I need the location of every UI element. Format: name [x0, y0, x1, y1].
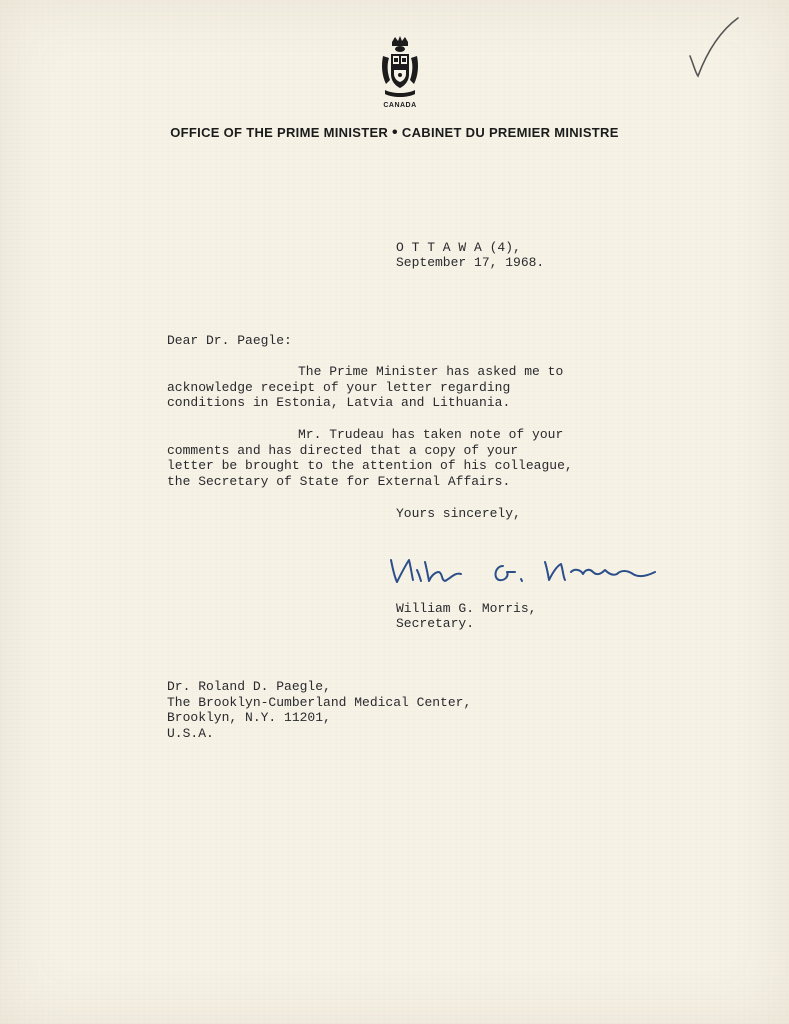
- office-english: OFFICE OF THE PRIME MINISTER: [170, 125, 389, 140]
- crest-label: CANADA: [383, 102, 417, 109]
- recipient-line-3: Brooklyn, N.Y. 11201,: [167, 710, 331, 725]
- paragraph-2-line-3: letter be brought to the attention of his colleague,: [167, 458, 573, 473]
- date-line: September 17, 1968.: [396, 255, 545, 270]
- pencil-check-mark: [682, 12, 742, 82]
- recipient-line-1: Dr. Roland D. Paegle,: [167, 679, 331, 694]
- paragraph-1-line-1: The Prime Minister has asked me to: [298, 364, 564, 379]
- paragraph-2-line-4: the Secretary of State for External Affairs.: [167, 474, 511, 489]
- date-city: O T T A W A (4),: [396, 240, 521, 255]
- letterhead-separator: •: [392, 124, 398, 141]
- handwritten-signature: [385, 548, 665, 592]
- recipient-line-4: U.S.A.: [167, 726, 214, 741]
- coat-of-arms-crest: [379, 36, 421, 100]
- sender-title: Secretary.: [396, 616, 475, 631]
- paragraph-1-line-3: conditions in Estonia, Latvia and Lithuania.: [167, 395, 511, 410]
- recipient-line-2: The Brooklyn-Cumberland Medical Center,: [167, 695, 472, 710]
- paragraph-1-line-2: acknowledge receipt of your letter regarding: [167, 380, 511, 395]
- salutation: Dear Dr. Paegle:: [167, 333, 292, 348]
- sender-name: William G. Morris,: [396, 601, 537, 616]
- office-french: CABINET DU PREMIER MINISTRE: [401, 125, 619, 140]
- paragraph-2-line-2: comments and has directed that a copy of your: [167, 443, 519, 458]
- letterhead-title: [0, 124, 789, 142]
- closing: Yours sincerely,: [396, 506, 521, 521]
- paragraph-2-line-1: Mr. Trudeau has taken note of your: [298, 427, 564, 442]
